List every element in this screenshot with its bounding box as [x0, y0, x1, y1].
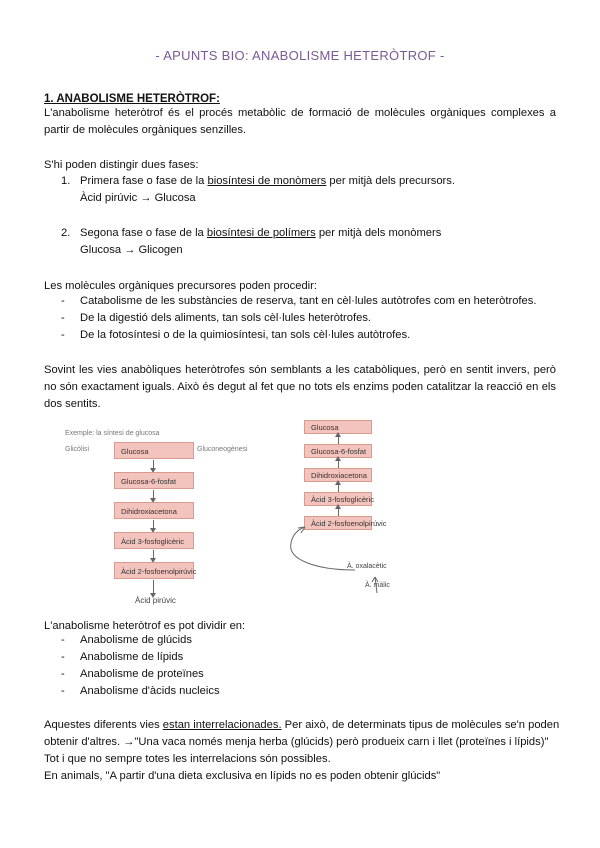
- left-box-dihydroxyacetone: Dihidroxiacetona: [114, 502, 194, 519]
- phase-2-text: [80, 227, 441, 239]
- interrelated-line-1: [44, 717, 559, 734]
- interrelated-before: Aquestes diferents vies: [44, 719, 163, 731]
- gluconeogenesis-label: Gluconeogènesi: [197, 446, 248, 453]
- right-box-glucose: Glucosa: [304, 420, 372, 434]
- phase-2-text-before: Segona fase o fase de la: [80, 227, 207, 239]
- interrelated-underlined: estan interrelacionades.: [162, 719, 282, 731]
- division-item-2: Anabolisme de lípids: [80, 651, 184, 663]
- malic-label: À. màlic: [365, 582, 390, 589]
- division-intro: L'anabolisme heteròtrof es pot dividir en:: [44, 620, 246, 632]
- right-box-g6p: Glucosa-6-fosfat: [304, 444, 372, 458]
- down-arrow-icon: [153, 580, 154, 594]
- bullet-dash: -: [61, 685, 65, 697]
- bullet-dash: -: [61, 634, 65, 646]
- down-arrow-icon: [153, 460, 154, 469]
- precursor-item-3: De la fotosíntesi o de la quimiosíntesi, tan sols cèl·lules autòtrofes.: [80, 329, 411, 341]
- phases-intro: S'hi poden distingir dues fases:: [44, 159, 199, 171]
- phase-1-underlined: biosíntesi de monòmers: [207, 175, 327, 187]
- interrelated-line-2: obtenir d'altres. →"Una vaca només menja herba (glúcids) però produeix carn i llet (proteïnes i lípids)": [44, 736, 549, 748]
- down-arrow-icon: [153, 550, 154, 559]
- division-item-1: Anabolisme de glúcids: [80, 634, 192, 646]
- phase-1-number: 1.: [61, 175, 71, 187]
- bullet-dash: -: [61, 329, 65, 341]
- interrelated-line-4: En animals, "A partir d'una dieta exclusiva en lípids no es poden obtenir glúcids": [44, 770, 441, 782]
- interrelated-after: Per això, de determinats tipus de molècules se'n poden: [281, 719, 560, 731]
- bullet-dash: -: [61, 312, 65, 324]
- left-box-glucose: Glucosa: [114, 442, 194, 459]
- glycolysis-label: Glicòlisi: [65, 446, 90, 453]
- down-arrow-icon: [153, 520, 154, 529]
- right-box-3pg: Àcid 3-fosfoglicèric: [304, 492, 372, 506]
- down-arrow-icon: [153, 490, 154, 499]
- section-heading: 1. ANABOLISME HETERÒTROF:: [44, 93, 220, 105]
- precursors-intro: Les molècules orgàniques precursores poden procedir:: [44, 280, 318, 292]
- oxalacetic-label: À. oxalacètic: [347, 563, 387, 570]
- precursor-item-1: Catabolisme de les substàncies de reserva, tant en cèl·lules autòtrofes com en heteròtrofes.: [80, 295, 537, 307]
- up-arrow-icon: [338, 484, 339, 492]
- definition-paragraph: L'anabolisme heteròtrof és el procés metabòlic de formació de molècules orgàniques complexes a partir de molècules orgàniques senzilles.: [44, 107, 556, 136]
- phase-1-text-after: per mitjà dels precursors.: [326, 175, 455, 187]
- phase-2-example: Glucosa → Glicogen: [80, 244, 183, 256]
- phase-1-text-before: Primera fase o fase de la: [80, 175, 208, 187]
- glucose-synthesis-diagram: [62, 420, 402, 605]
- diagram-caption: Exemple: la síntesi de glucosa: [65, 430, 160, 437]
- phase-1-text: [80, 175, 455, 187]
- phase-2-text-after: per mitjà dels monòmers: [315, 227, 442, 239]
- right-box-dihydroxyacetone: Dihidroxiacetona: [304, 468, 372, 482]
- division-item-4: Anabolisme d'àcids nucleics: [80, 685, 220, 697]
- bullet-dash: -: [61, 295, 65, 307]
- phase-1-example: Àcid pirúvic → Glucosa: [80, 192, 196, 204]
- division-item-3: Anabolisme de proteïnes: [80, 668, 204, 680]
- phase-2-underlined: biosíntesi de polímers: [206, 227, 316, 239]
- left-box-3pg: Àcid 3-fosfoglicèric: [114, 532, 194, 549]
- up-arrow-icon: [338, 436, 339, 444]
- document-title: - APUNTS BIO: ANABOLISME HETERÒTROF -: [155, 48, 445, 63]
- up-arrow-icon: [338, 508, 339, 516]
- up-arrow-icon: [338, 460, 339, 468]
- right-box-pep: Àcid 2-fosfoenolpirúvic: [304, 516, 372, 530]
- interrelated-line-3: Tot i que no sempre totes les interrelacions són possibles.: [44, 753, 331, 765]
- left-box-g6p: Glucosa-6-fosfat: [114, 472, 194, 489]
- left-box-pep: Àcid 2-fosfoenolpirúvic: [114, 562, 194, 579]
- left-end-pyruvic: Àcid pirúvic: [135, 596, 176, 605]
- phase-2-number: 2.: [61, 227, 71, 239]
- bullet-dash: -: [61, 668, 65, 680]
- similarity-paragraph: Sovint les vies anabòliques heteròtrofes són semblants a les catabòliques, però en sentit invers, però no són exactament iguals. Això és degut al fet que no tots els enzims poden catalitzar la reacció en els dos sentits.: [44, 364, 556, 410]
- precursor-item-2: De la digestió dels aliments, tan sols cèl·lules heteròtrofes.: [80, 312, 372, 324]
- bullet-dash: -: [61, 651, 65, 663]
